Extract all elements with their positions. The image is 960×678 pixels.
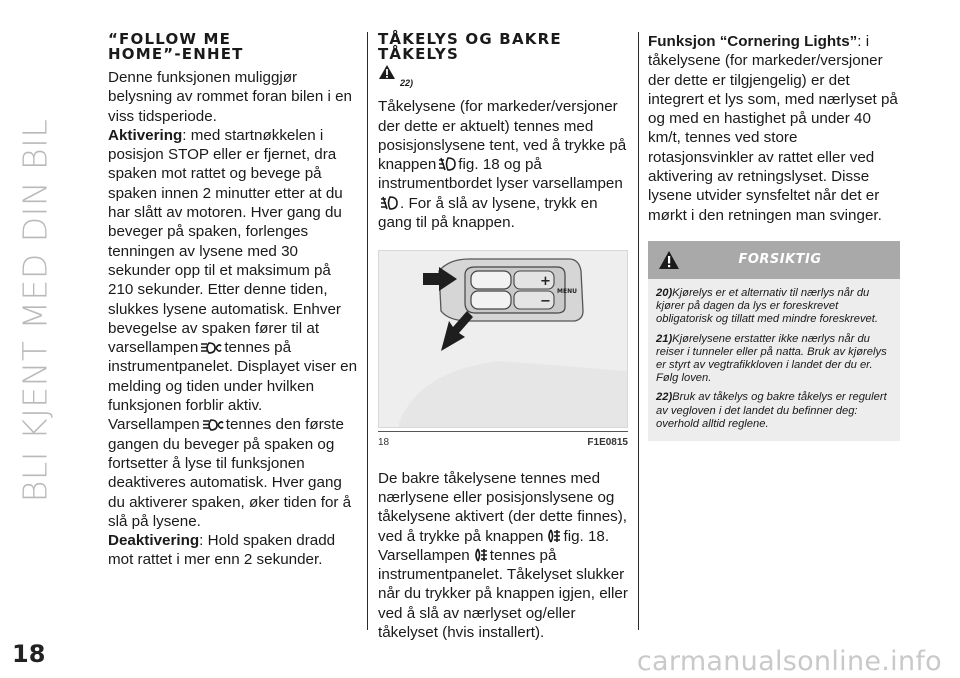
side-section-title <box>10 30 60 590</box>
low-beam-headlight-icon <box>200 341 222 355</box>
heading-line-2: HOME”-ENHET <box>108 45 244 63</box>
front-fog-text-1: Tåkelysene (for markeder/versjoner der dette er aktuelt) tennes med posisjonslysene tent, ved å trykke på knappen <box>378 98 627 174</box>
caution-header <box>648 241 900 279</box>
caution-item-text: Kjørelysene erstatter ikke nærlys når du reiser i tunneler eller på natta. Bruk av kjørelys er styrt av vegtrafikkloven i landet der du er. Følg loven. <box>656 332 887 385</box>
intro-paragraph: Denne funksjonen muliggjør belysning av rommet foran bilen i en viss tidsperiode. <box>108 69 352 125</box>
column-cornering-lights <box>648 32 898 441</box>
figure-number: 18 <box>378 437 390 449</box>
rear-fog-light-icon <box>545 528 561 544</box>
rear-fog-button <box>471 291 511 309</box>
cornering-lights-text: : i tåkelysene (for markeder/versjoner der dette er tilgjengelig) er det integrert et lys som, med nærlyset på og med en hastighet på under 40 km/t, tennes ved store rotasjonsvinkler av rattet eller ved aktivering av retningslyset. Disse lysene utvider synsfeltet når det er mørkt i den retningen man svinger. <box>648 33 898 224</box>
warning-reference <box>378 64 628 93</box>
heading-line-1: TÅKELYS OG BAKRE <box>378 30 562 48</box>
caution-box <box>648 241 900 441</box>
watermark: carmanualsonline.info <box>636 646 942 677</box>
deactivation-label: Deaktivering <box>108 532 200 550</box>
activation-text-2: tennes på instrumentpanelet. Displayet viser en melding og tiden under hvilken funksjonen forblir aktiv. <box>108 339 358 415</box>
warning-triangle-icon <box>658 250 680 270</box>
caution-title: FORSIKTIG <box>738 252 822 268</box>
section-heading-fog-lights <box>378 32 628 62</box>
rear-fog-paragraph <box>378 469 628 643</box>
front-fog-light-icon <box>380 195 398 211</box>
warning-triangle-icon <box>378 64 396 80</box>
page-number: 18 <box>12 640 46 668</box>
low-beam-headlight-icon <box>202 418 224 432</box>
caution-item-text: Bruk av tåkelys og bakre tåkelys er regulert av vegloven i det landet du befinner deg: overhold alltid reglene. <box>656 391 887 430</box>
rear-fog-text-2: fig. 18. Varsellampen <box>378 527 610 564</box>
deactivation-text: : Hold spaken dradd mot rattet i mer enn 2 sekunder. <box>108 532 336 569</box>
front-fog-light-icon <box>438 156 456 172</box>
rear-fog-text-1: De bakre tåkelysene tennes med nærlysene eller posisjonslysene og tåkelysene aktivert (der dette finnes), ved å trykke på knappen <box>378 469 628 545</box>
warning-reference-number: 22) <box>400 78 414 88</box>
cornering-lights-paragraph <box>648 32 898 225</box>
caution-item-22 <box>656 391 892 431</box>
minus-label: − <box>540 294 551 310</box>
deactivation-paragraph <box>108 531 358 570</box>
activation-text-3: Varsellampen <box>108 416 200 434</box>
caution-item-21 <box>656 333 892 386</box>
activation-text-4: tennes den første gangen du beveger på spaken og fortsetter å lyse til funksjonen deaktiveres automatisk. Hver gang du aktiverer spaken, øker tiden for å slå på lysene. <box>108 416 352 530</box>
column-follow-me-home <box>108 32 358 570</box>
column-fog-lights <box>378 32 628 642</box>
light-switch-panel-illustration <box>379 251 627 427</box>
rear-fog-text-3: tennes på instrumentpanelet. Tåkelyset slukker når du trykker på knappen igjen, eller ved å slå av nærlyset og/eller tåkelyset (hvis installert). <box>378 546 628 642</box>
caution-item-number: 21) <box>656 332 673 345</box>
caution-item-number: 20) <box>656 286 673 299</box>
caution-item-20 <box>656 287 892 327</box>
front-fog-button <box>471 271 511 289</box>
activation-paragraph <box>108 126 358 531</box>
column-divider-2 <box>638 32 639 630</box>
front-fog-text-2: fig. 18 og på instrumentbordet lyser varsellampen <box>378 156 623 193</box>
side-section-title-text: BLI KJENT MED DIN BIL <box>15 118 55 502</box>
figure-code: F1E0815 <box>587 437 628 449</box>
activation-text-1: : med startnøkkelen i posisjon STOP eller er fjernet, dra spaken mot rattet og bevege på spaken innen 2 minutter etter at du har slått av motoren. Hver gang du beveger på spaken, forlenges tenningen av lysene med 30 sekunder opp til et maksimum på 210 sekunder. Etter denne tiden, slukkes lysene automatisk. Enhver bevegelse av spaken fører til at varsellampen <box>108 126 343 357</box>
front-fog-paragraph <box>378 97 628 232</box>
heading-line-2: TÅKELYS <box>378 45 459 63</box>
menu-label: MENU <box>557 288 577 296</box>
column-divider-1 <box>367 32 368 630</box>
figure-caption <box>378 431 628 452</box>
activation-label: Aktivering <box>108 126 183 144</box>
caution-body <box>648 279 900 441</box>
rear-fog-light-icon <box>472 547 488 563</box>
cornering-lights-label: Funksjon “Cornering Lights” <box>648 33 858 50</box>
plus-label: + <box>540 274 551 290</box>
heading-line-1: “FOLLOW ME <box>108 30 232 48</box>
caution-item-text: Kjørelys er et alternativ til nærlys når du kjører på dagen da lys er foreskrevet obligatorisk og tillatt med mindre foreskrevet. <box>656 286 878 326</box>
caution-item-number: 22) <box>656 391 673 404</box>
figure-18 <box>378 250 628 428</box>
front-fog-text-3: . For å slå av lysene, trykk en gang til på knappen. <box>378 194 598 232</box>
section-heading-follow-me-home <box>108 32 358 62</box>
